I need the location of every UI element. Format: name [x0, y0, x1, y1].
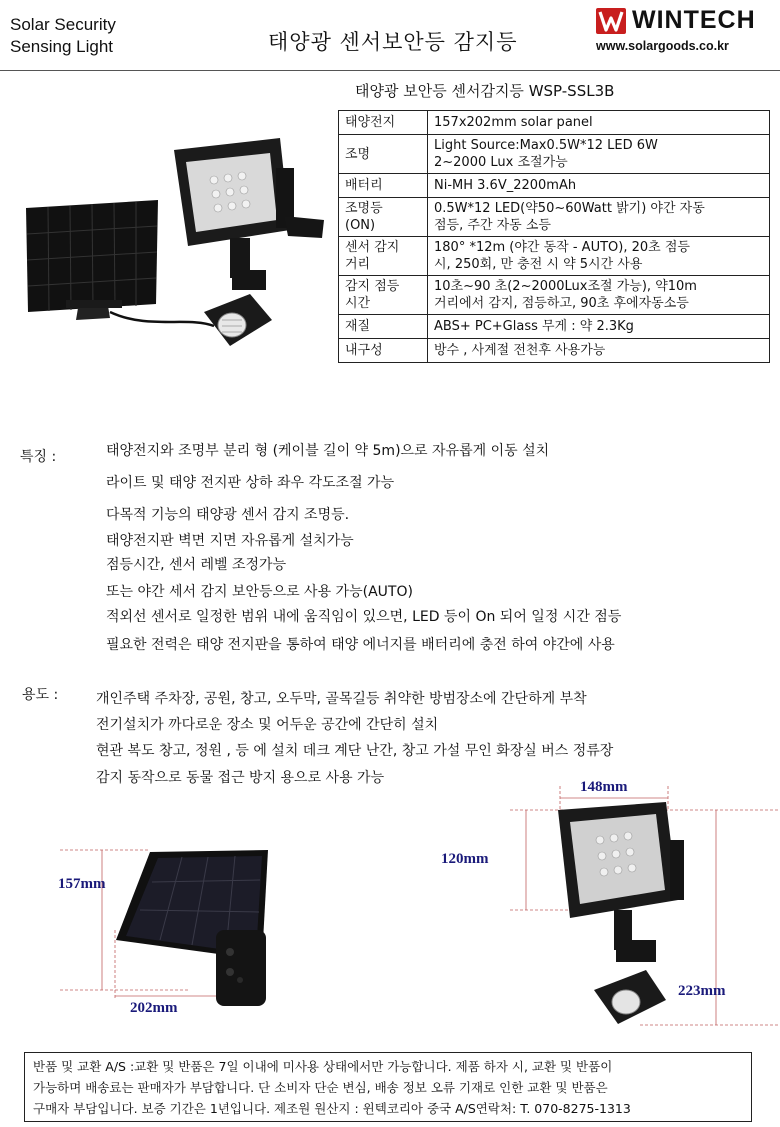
brand-logo: [596, 8, 771, 60]
product-photo: [18, 120, 338, 380]
feature-line: 다목적 기능의 태양광 센서 감지 조명등.: [106, 507, 350, 523]
spec-key: 내구성: [339, 339, 428, 363]
spec-row: [339, 339, 770, 363]
spec-value: Light Source:Max0.5W*12 LED 6W 2~2000 Lux 조절가능: [428, 135, 770, 174]
spec-row: [339, 276, 770, 315]
spec-title: 태양광 보안등 센서감지등 WSP-SSL3B: [355, 82, 615, 100]
spec-key: 재질: [339, 315, 428, 339]
panel-dimension-drawing: [40, 820, 300, 1020]
usage-line: 개인주택 주차장, 공원, 창고, 오두막, 골목길등 취약한 방범장소에 간단하게 부착: [96, 691, 587, 707]
feature-line: 태양전지판 벽면 지면 자유롭게 설치가능: [106, 533, 354, 549]
spec-row: [339, 237, 770, 276]
light-dimension-drawing: [490, 780, 780, 1040]
spec-key: 센서 감지 거리: [339, 237, 428, 276]
page-title: 태양광 센서보안등 감지등: [268, 30, 518, 54]
policy-line: 구매자 부담입니다. 보증 기간은 1년입니다. 제조원 원산지 : 윈텍코리아 중국 A/S연락처: T. 070-8275-1313: [33, 1101, 631, 1116]
feature-line: 점등시간, 센서 레벨 조정가능: [106, 557, 287, 573]
brand-url[interactable]: www.solargoods.co.kr: [596, 39, 729, 53]
policy-line: 반품 및 교환 A/S :교환 및 반품은 7일 이내에 미사용 상태에서만 가능합니다. 제품 하자 시, 교환 및 반품이: [33, 1059, 613, 1074]
feature-line: 라이트 및 태양 전지판 상하 좌우 각도조절 가능: [106, 475, 395, 491]
feature-line: 또는 야간 세서 감지 보안등으로 사용 가능(AUTO): [106, 584, 413, 600]
spec-row: [339, 135, 770, 174]
feature-line: 태양전지와 조명부 분리 형 (케이블 길이 약 5m)으로 자유롭게 이동 설치: [106, 443, 550, 459]
spec-value: ABS+ PC+Glass 무게 : 약 2.3Kg: [428, 315, 770, 339]
panel-image: [116, 850, 268, 1006]
brand-name: WINTECH: [632, 6, 756, 34]
dim-panel-height: 157mm: [58, 876, 106, 892]
light-image: [558, 802, 684, 1024]
dim-panel-width: 202mm: [130, 1000, 178, 1016]
usage-label: 용도 :: [22, 687, 59, 703]
usage-line: 전기설치가 까다로운 장소 및 어두운 공간에 간단히 설치: [96, 717, 439, 733]
logo-mark-icon: [596, 8, 626, 34]
features-label: 특징 :: [20, 449, 57, 465]
usage-line: 감지 동작으로 동물 접근 방지 용으로 사용 가능: [96, 770, 385, 786]
english-title: [10, 14, 116, 58]
spec-key: 조명등 (ON): [339, 198, 428, 237]
spec-value: 0.5W*12 LED(약50~60Watt 밝기) 야간 자동 점등, 주간 자동 소등: [428, 198, 770, 237]
floodlight-image: [174, 138, 324, 346]
header-divider: [0, 70, 780, 71]
feature-line: 필요한 전력은 태양 전지판을 통하여 태양 에너지를 배터리에 충전 하여 야간에 사용: [106, 637, 615, 653]
spec-row: [339, 198, 770, 237]
spec-key: 조명: [339, 135, 428, 174]
policy-line: 가능하며 배송료는 판매자가 부담합니다. 단 소비자 단순 변심, 배송 정보 오류 기재로 인한 교환 및 반품은: [33, 1080, 608, 1095]
spec-row: [339, 174, 770, 198]
return-policy-box: [24, 1052, 752, 1122]
spec-key: 배터리: [339, 174, 428, 198]
feature-line: 적외선 센서로 일정한 범위 내에 움직임이 있으면, LED 등이 On 되어 일정 시간 점등: [106, 609, 622, 625]
spec-key: 감지 점등 시간: [339, 276, 428, 315]
spec-row: [339, 111, 770, 135]
spec-table: [338, 110, 770, 363]
spec-value: 157x202mm solar panel: [428, 111, 770, 135]
spec-value: 10초~90 초(2~2000Lux조절 가능), 약10m 거리에서 감지, 점등하고, 90초 후에자동소등: [428, 276, 770, 315]
dim-total-height: 223mm: [678, 983, 726, 999]
english-title-line1: Solar Security: [10, 15, 116, 34]
english-title-line2: Sensing Light: [10, 37, 114, 56]
spec-key: 태양전지: [339, 111, 428, 135]
dim-light-width: 148mm: [580, 779, 628, 795]
spec-value: Ni-MH 3.6V_2200mAh: [428, 174, 770, 198]
dim-light-height: 120mm: [441, 851, 489, 867]
spec-row: [339, 315, 770, 339]
solar-panel-image: [26, 200, 158, 320]
usage-line: 현관 복도 창고, 정원 , 등 에 설치 데크 계단 난간, 창고 가설 무인 화장실 버스 정류장: [96, 743, 614, 759]
spec-value: 방수 , 사계절 전천후 사용가능: [428, 339, 770, 363]
spec-value: 180° *12m (야간 동작 - AUTO), 20초 점등 시, 250회, 만 충전 시 약 5시간 사용: [428, 237, 770, 276]
